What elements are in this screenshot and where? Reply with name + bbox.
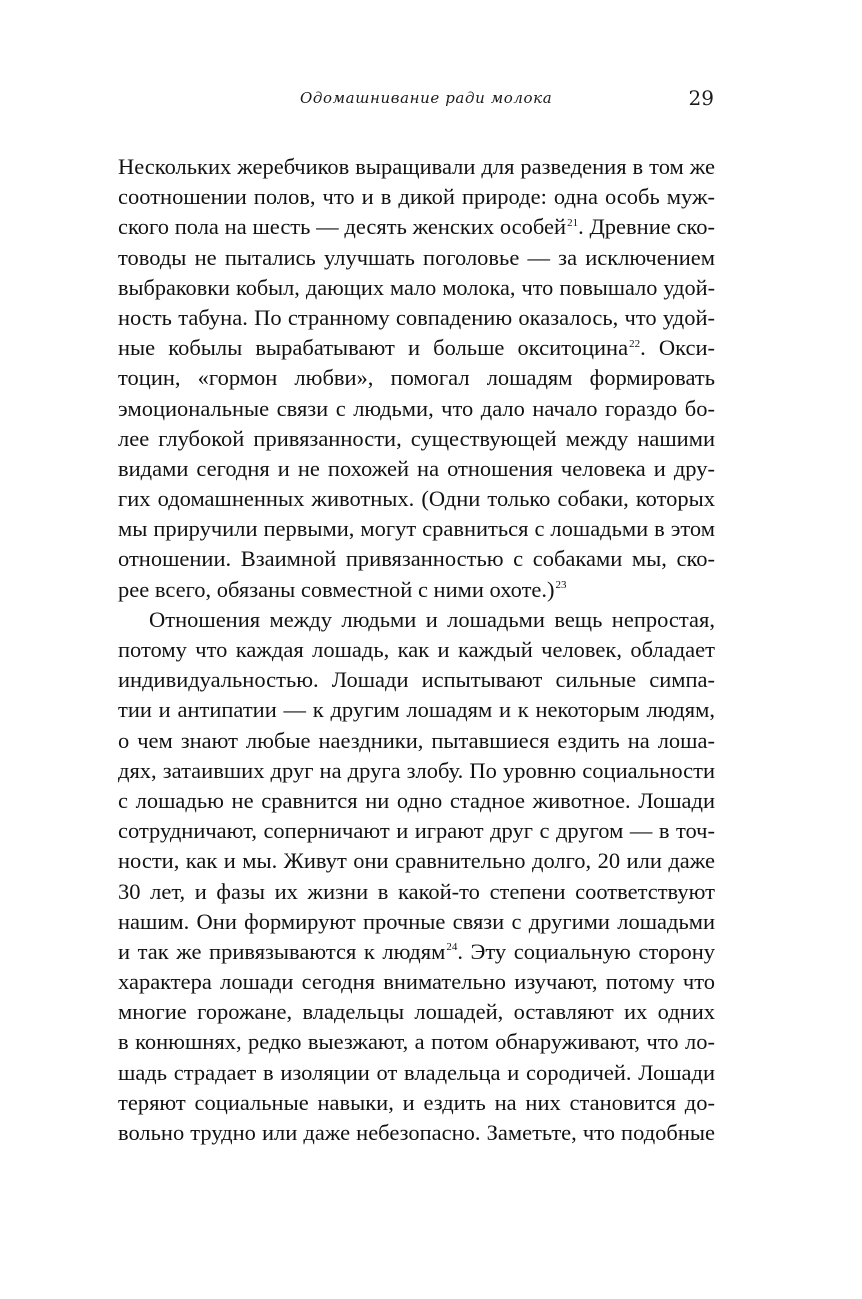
paragraph-1: [118, 152, 715, 605]
text-line: мы приручили первыми, могут сравниться с лошадьми в этом: [118, 516, 715, 542]
text-line: с лошадью не сравнится ни одно стадное животное. Лошади: [118, 787, 715, 813]
text-line: многие горожане, владельцы лошадей, оставляют их одних: [118, 999, 715, 1025]
text-line: дях, затаивших друг на друга злобу. По уровню социальности: [118, 757, 715, 783]
text-line: и так же привязываются к людям$^{24}$. Эту социальную сторону: [118, 938, 715, 964]
text-line: гих одомашненных животных. (Одни только собаки, которых: [118, 486, 715, 512]
footnote-ref[interactable]: 21: [567, 216, 579, 229]
text-line: тии и антипатии — к другим лошадям и к некоторым людям,: [118, 697, 715, 723]
text-line: видами сегодня и не похожей на отношения человека и дру-: [118, 455, 715, 481]
text-line: эмоциональные связи с людьми, что дало начало гораздо бо-: [118, 395, 715, 421]
text-line: о чем знают любые наездники, пытавшиеся ездить на лоша-: [118, 727, 715, 753]
paragraph-2: [118, 605, 715, 1148]
text-line: соотношении полов, что и в дикой природе: одна особь муж-: [118, 184, 715, 210]
text-line: тоцин, «гормон любви», помогал лошадям формировать: [118, 365, 715, 391]
text-line: ные кобылы вырабатывают и больше окситоцина$^{22}$. Окси-: [118, 335, 715, 361]
running-title: Одомашнивание ради молока: [300, 89, 553, 107]
text-line: в конюшнях, редко выезжают, а потом обнаруживают, что ло-: [118, 1029, 715, 1055]
text-line: 30 лет, и фазы их жизни в какой-то степени соответствуют: [118, 878, 715, 904]
footnote-ref[interactable]: 23: [555, 579, 567, 592]
text-line: индивидуальностью. Лошади испытывают сильные симпа-: [118, 667, 715, 693]
text-line: рее всего, обязаны совместной с ними охоте.)$^{23}$: [118, 576, 567, 602]
text-line: лее глубокой привязанности, существующей между нашими: [118, 425, 715, 451]
text-line: ности, как и мы. Живут они сравнительно долго, 20 или даже: [118, 848, 715, 874]
text-line: Отношения между людьми и лошадьми вещь непростая,: [149, 606, 715, 632]
text-line: ского пола на шесть — десять женских особей$^{21}$. Древние ско-: [118, 214, 715, 240]
text-line: отношении. Взаимной привязанностью с собаками мы, ско-: [118, 546, 715, 572]
text-line: шадь страдает в изоляции от владельца и сородичей. Лошади: [118, 1059, 715, 1085]
text-line: товоды не пытались улучшать поголовье — за исключением: [118, 244, 715, 270]
text-line: потому что каждая лошадь, как и каждый человек, обладает: [118, 637, 715, 662]
footnote-ref[interactable]: 24: [446, 941, 458, 954]
text-line: теряют социальные навыки, и ездить на них становится до-: [118, 1089, 715, 1115]
text-line: ность табуна. По странному совпадению оказалось, что удой-: [118, 304, 715, 330]
text-line: сотрудничают, соперничают и играют друг с другом — в точ-: [118, 818, 715, 844]
text-line: Нескольких жеребчиков выращивали для разведения в том же: [118, 154, 715, 179]
text-line: нашим. Они формируют прочные связи с другими лошадьми: [118, 908, 715, 934]
text-line: вольно трудно или даже небезопасно. Заметьте, что подобные: [118, 1120, 715, 1145]
page-number: 29: [688, 86, 714, 110]
body-text: [118, 152, 715, 1148]
text-line: выбраковки кобыл, дающих мало молока, что повышало удой-: [118, 274, 715, 300]
text-line: характера лошади сегодня внимательно изучают, потому что: [118, 969, 715, 995]
footnote-ref[interactable]: 22: [629, 337, 641, 350]
